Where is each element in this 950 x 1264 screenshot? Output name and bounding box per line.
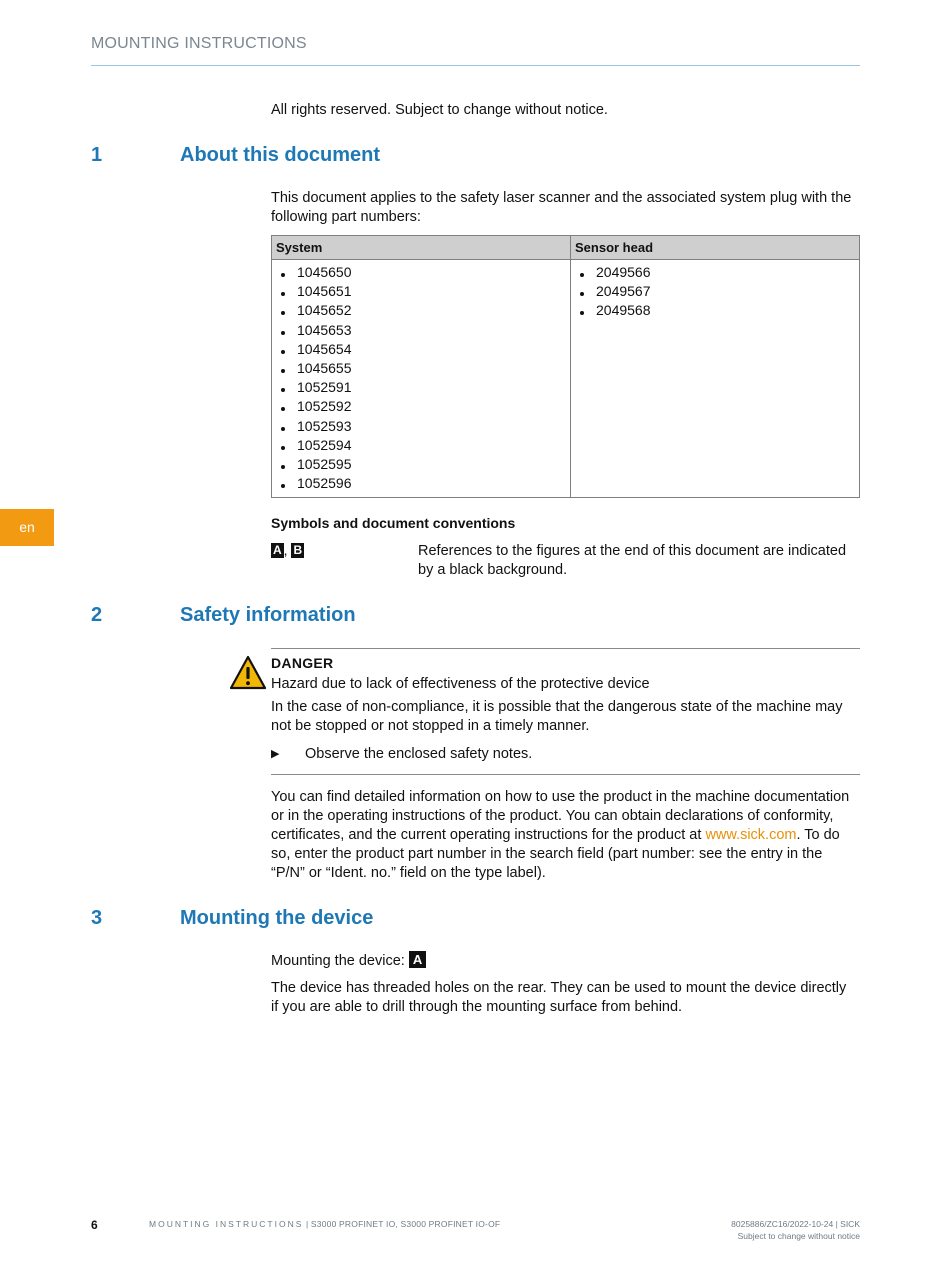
part-number-item: 1052591 <box>280 378 564 397</box>
section-1-title: About this document <box>180 144 380 166</box>
conventions-heading: Symbols and document conventions <box>271 515 516 531</box>
part-number-item: 2049568 <box>579 301 853 320</box>
footer-doc-title <box>149 1219 500 1229</box>
footer-doc-products: | S3000 PROFINET IO, S3000 PROFINET IO-OF <box>303 1219 501 1229</box>
sensor-head-cell <box>571 260 860 498</box>
mount-text: The device has threaded holes on the rear. They can be used to mount the device directly if you are able to drill through the mounting surface from behind. <box>271 980 847 1015</box>
section-1-text: This document applies to the safety laser scanner and the associated system plug with the following part numbers: <box>271 190 852 225</box>
system-part-list <box>280 263 564 493</box>
danger-top-rule <box>271 648 860 649</box>
part-number-item: 1052595 <box>280 455 564 474</box>
header-divider <box>91 65 860 66</box>
symbol-separator: , <box>283 542 288 558</box>
part-number-item: 1045652 <box>280 301 564 320</box>
conventions-symbols <box>271 542 304 558</box>
footer-doc-ref: 8025886/ZC16/2022-10-24 | SICK <box>731 1219 860 1229</box>
danger-text: In the case of non-compliance, it is possible that the dangerous state of the machine may not be stopped or not stopped in a timely manner. <box>271 699 843 734</box>
part-number-item: 1045655 <box>280 359 564 378</box>
info-text-after-link: . To do so, enter the product part number in the search field (part number: see the entry in the “P/N” or “Ident. no.” field on the type label). <box>271 827 840 881</box>
conventions-description: References to the figures at the end of this document are indicated by a black background. <box>418 543 847 578</box>
part-number-item: 1052596 <box>280 474 564 493</box>
section-2-number: 2 <box>91 604 103 626</box>
footer-doc-caps: MOUNTING INSTRUCTIONS <box>149 1219 304 1229</box>
part-number-item: 1045650 <box>280 263 564 282</box>
page-number: 6 <box>91 1218 98 1232</box>
action-text: Observe the enclosed safety notes. <box>305 746 533 762</box>
figure-ref-a-mount: A <box>409 951 426 968</box>
section-1-number: 1 <box>91 144 103 166</box>
sick-website-link[interactable]: www.sick.com <box>705 827 797 843</box>
info-text-before-link: You can find detailed information on how to use the product in the machine documentation or in the operating instructions of the product. You can obtain declarations of conformity, certificates, and the current operating instructions for the product at <box>271 789 850 843</box>
part-number-item: 2049566 <box>579 263 853 282</box>
system-cell <box>272 260 571 498</box>
danger-label: DANGER <box>271 655 334 671</box>
part-number-item: 1052593 <box>280 417 564 436</box>
part-number-item: 2049567 <box>579 282 853 301</box>
action-arrow-icon: ▶ <box>271 748 280 760</box>
part-number-item: 1045653 <box>280 321 564 340</box>
section-3-number: 3 <box>91 907 103 929</box>
part-number-item: 1052592 <box>280 397 564 416</box>
mount-label-line <box>271 951 426 971</box>
footer-note: Subject to change without notice <box>737 1231 860 1241</box>
danger-title: Hazard due to lack of effectiveness of the protective device <box>271 676 650 692</box>
language-tab[interactable]: en <box>0 509 54 546</box>
part-number-item: 1052594 <box>280 436 564 455</box>
table-header-system: System <box>272 236 571 260</box>
part-number-item: 1045651 <box>280 282 564 301</box>
mount-label: Mounting the device: <box>271 953 405 969</box>
warning-triangle-icon <box>229 655 267 690</box>
danger-bottom-rule <box>271 774 860 775</box>
section-2-title: Safety information <box>180 604 356 626</box>
intro-text: All rights reserved. Subject to change without notice. <box>271 102 608 118</box>
info-paragraph <box>271 788 856 883</box>
part-numbers-table <box>271 235 860 498</box>
page-header-title: MOUNTING INSTRUCTIONS <box>91 35 307 52</box>
part-number-item: 1045654 <box>280 340 564 359</box>
figure-ref-b: B <box>293 543 303 557</box>
section-3-title: Mounting the device <box>180 907 374 929</box>
table-header-sensor-head: Sensor head <box>571 236 860 260</box>
figure-ref-a: A <box>273 543 282 557</box>
footer-reference <box>731 1218 860 1242</box>
sensor-head-part-list <box>579 263 853 321</box>
